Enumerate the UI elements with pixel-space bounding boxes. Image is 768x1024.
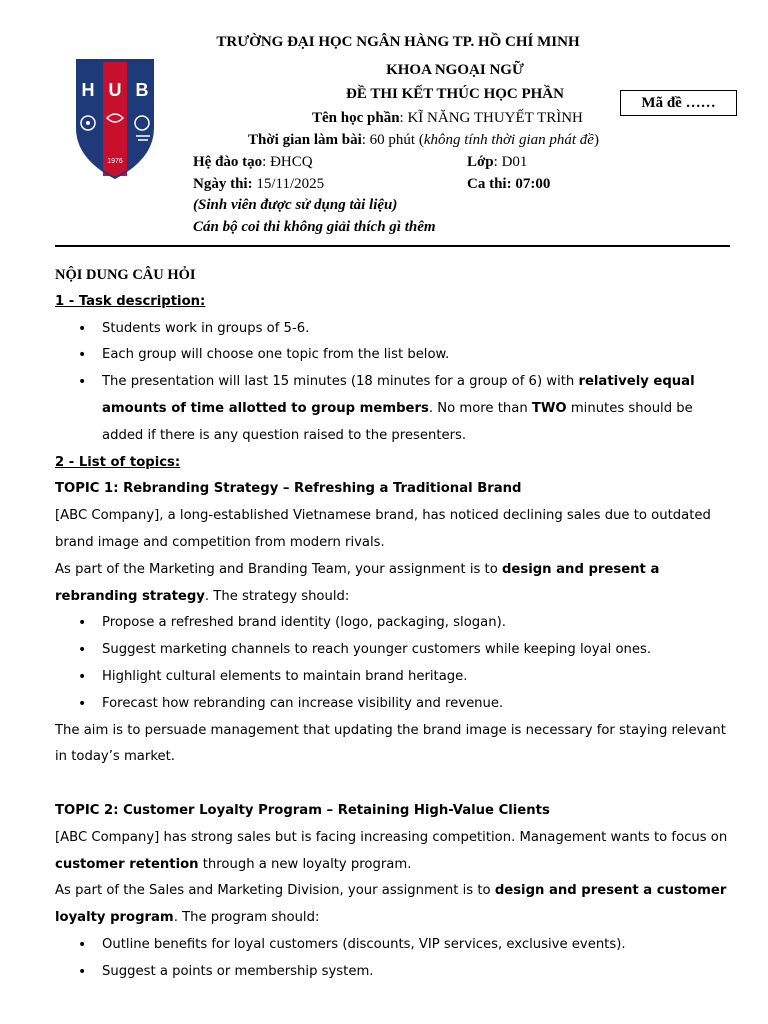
program-label: Hệ đào tạo	[193, 154, 263, 170]
time-line	[248, 132, 599, 149]
note-proctor: Cán bộ coi thi không giải thích gì thêm	[193, 219, 436, 235]
time-note: không tính thời gian phát đề	[423, 132, 594, 148]
hub-logo	[74, 58, 156, 180]
topic1-title: TOPIC 1: Rebranding Strategy – Refreshing a Traditional Brand	[55, 481, 522, 497]
program-line	[193, 154, 313, 171]
list-item: • Outline benefits for loyal customers (discounts, VIP services, exclusive events).	[102, 932, 735, 959]
topic2-intro: [ABC Company] has strong sales but is facing increasing competition. Management wants to focus on customer retention through a new loyalty program.	[55, 829, 728, 872]
list-item: • Each group will choose one topic from the list below.	[102, 342, 735, 369]
topic2-list	[55, 932, 735, 986]
logo-year: 1976	[107, 158, 123, 165]
course-line	[312, 110, 583, 127]
list-item: • Forecast how rebranding can increase visibility and revenue.	[102, 691, 735, 718]
topic1-assignment: As part of the Marketing and Branding Team, your assignment is to design and present a rebranding strategy. The strategy should:	[55, 561, 660, 604]
topic2-assignment: As part of the Sales and Marketing Division, your assignment is to design and present a customer loyalty program. The program should:	[55, 883, 727, 926]
task-list	[55, 316, 735, 450]
topic2-title: TOPIC 2: Customer Loyalty Program – Retaining High-Value Clients	[55, 802, 550, 818]
list-item: • The presentation will last 15 minutes (18 minutes for a group of 6) with relatively equal amounts of time allotted to group members. No more than TWO minutes should be added if there is any question raised to the presenters.	[102, 369, 735, 449]
list-item: • Suggest a points or membership system.	[102, 959, 735, 986]
topic1-intro: [ABC Company], a long-established Vietnamese brand, has noticed declining sales due to outdated brand image and competition from modern rivals.	[55, 508, 711, 550]
header-divider	[55, 245, 730, 247]
shift-line: Ca thi: 07:00	[467, 176, 551, 192]
exam-title: ĐỀ THI KẾT THÚC HỌC PHẦN	[346, 86, 564, 102]
task-heading: 1 - Task description:	[55, 293, 206, 309]
list-item: • Students work in groups of 5-6.	[102, 316, 735, 343]
university-name: TRƯỜNG ĐẠI HỌC NGÂN HÀNG TP. HỒ CHÍ MINH	[216, 34, 580, 50]
topic1-aim: The aim is to persuade management that updating the brand image is necessary for staying relevant in today’s market.	[55, 722, 726, 765]
topic1-list	[55, 610, 735, 717]
course-label: Tên học phần	[312, 110, 400, 126]
class-value: : D01	[493, 154, 528, 170]
topics-heading: 2 - List of topics:	[55, 454, 181, 470]
date-line	[193, 176, 324, 193]
exam-code-box: Mã đề ……	[620, 90, 737, 116]
time-close: )	[593, 132, 599, 148]
time-value: : 60 phút (	[361, 132, 424, 148]
course-name: : KĨ NĂNG THUYẾT TRÌNH	[399, 110, 583, 126]
spacer	[55, 771, 735, 798]
faculty-name: KHOA NGOẠI NGỮ	[386, 62, 524, 78]
logo-letter-h: H	[81, 80, 95, 100]
class-label: Lớp	[467, 154, 494, 170]
list-item: • Highlight cultural elements to maintain brand heritage.	[102, 664, 735, 691]
time-label: Thời gian làm bài	[248, 132, 362, 148]
list-item: • Propose a refreshed brand identity (logo, packaging, slogan).	[102, 610, 735, 637]
exam-content	[55, 262, 735, 986]
class-line	[467, 154, 527, 171]
program-value: : ĐHCQ	[262, 154, 313, 170]
list-item: • Suggest marketing channels to reach younger customers while keeping loyal ones.	[102, 637, 735, 664]
date-label: Ngày thi:	[193, 176, 253, 192]
date-value: 15/11/2025	[252, 176, 325, 192]
logo-letter-b: B	[135, 80, 149, 100]
note-materials: (Sinh viên được sử dụng tài liệu)	[193, 197, 398, 213]
logo-letter-u: U	[108, 80, 122, 100]
section-title: NỘI DUNG CÂU HỎI	[55, 267, 196, 283]
